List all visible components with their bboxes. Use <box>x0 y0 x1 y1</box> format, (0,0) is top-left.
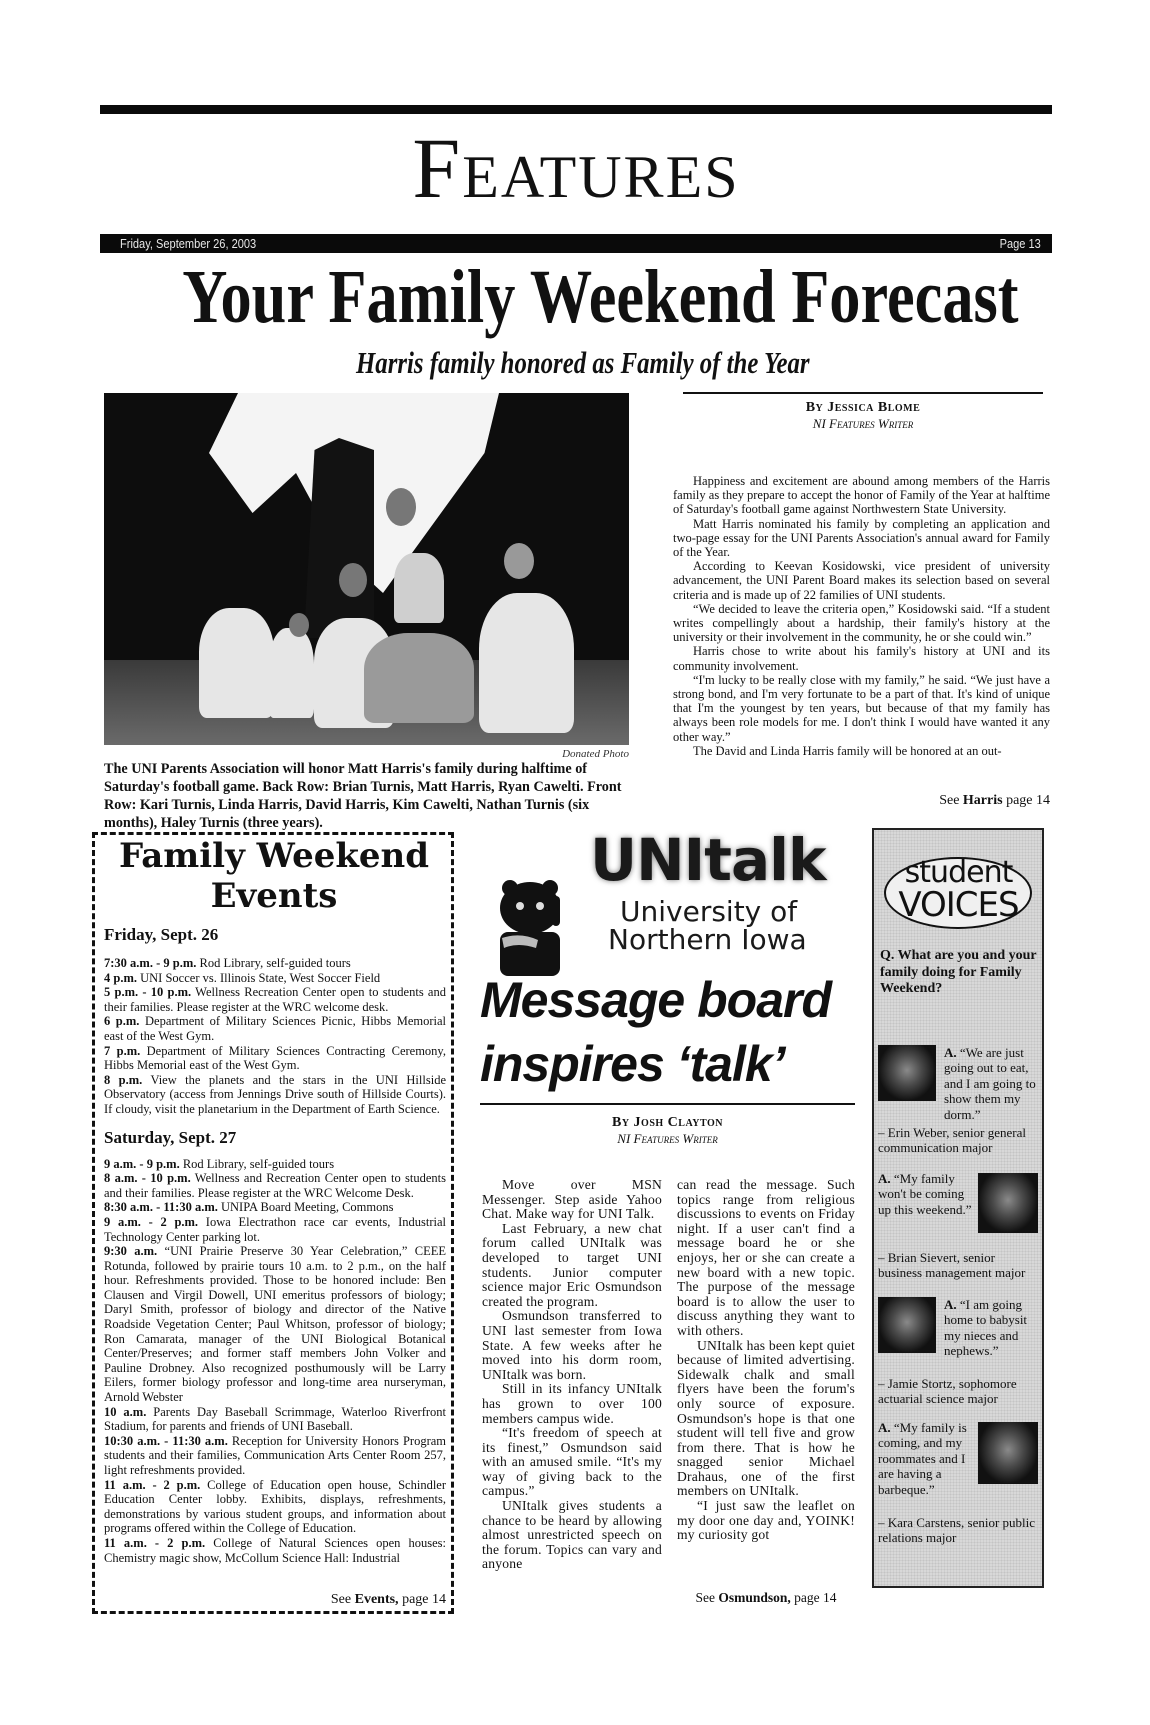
author-title: NI Features Writer <box>617 1131 718 1146</box>
article-paragraph: Matt Harris nominated his family by completing an application and two-page essay for the UNI Parents Association's annual award for Family of the Year. <box>673 516 1050 560</box>
event-time: 8 p.m. <box>104 1072 143 1087</box>
event-time: 4 p.m. <box>104 970 137 985</box>
event-item <box>104 1478 446 1536</box>
logo-word: VOICES <box>898 885 1019 925</box>
jump-prefix: See <box>330 1592 355 1607</box>
answer-quote <box>878 1171 974 1217</box>
quote-text: “My family won't be coming up this weekend.” <box>878 1171 972 1217</box>
issue-date: Friday, September 26, 2003 <box>120 236 257 251</box>
event-text: View the planets and the stars in the UNI Hillside Observatory (access from Jennings Drive south of Hillside Courts). If cloudy, visit the planetarium in the Department of Earth Science. <box>104 1072 446 1116</box>
panther-mascot-icon <box>490 876 570 976</box>
photo-campanile <box>304 438 374 638</box>
event-time: 9 a.m. - 9 p.m. <box>104 1156 180 1171</box>
main-headline: Your Family Weekend Forecast <box>182 255 1019 339</box>
article-paragraph: Last February, a new chat forum called UNItalk was developed to target UNI students. Junior computer science major Eric Osmundson created the program. <box>482 1220 662 1309</box>
events-list <box>104 924 446 1565</box>
article-paragraph: “I'm lucky to be really close with my family,” he said. “We just have a strong bond, and I'm very fortunate to be a part of that. It's kind of unique that I'm the youngest by ten years, but because of that my family has always been role models for me. I don't think I would have wanted it any other way.” <box>673 672 1050 744</box>
day-heading: Saturday, Sept. 27 <box>104 1127 237 1147</box>
author-name: By Jessica Blome <box>805 400 921 415</box>
event-time: 10 a.m. <box>104 1404 147 1419</box>
page-number: Page 13 <box>999 236 1041 251</box>
event-text: College of Natural Sciences open houses: Chemistry magic show, McCollum Science Hall: Industrial <box>104 1535 446 1565</box>
byline <box>683 400 1043 431</box>
jump-suffix: page 14 <box>398 1592 446 1607</box>
article-paragraph: “It's freedom of speech at its finest,” Osmundson said with an amused smile. “It's my way of giving back to the campus.” <box>482 1425 662 1499</box>
photo-head <box>504 543 534 579</box>
event-text: Reception for University Honors Program students and their families, Communication Arts Center Room 257, light refreshments provided. <box>104 1433 446 1477</box>
student-headshot <box>978 1422 1038 1484</box>
answer-quote <box>944 1297 1040 1359</box>
main-subhead: Harris family honored as Family of the Year <box>356 345 810 380</box>
masthead-top-rule <box>100 105 1052 114</box>
event-text: College of Education open house, Schindler Education Center lobby. Exhibits, displays, refreshments, demonstrations by various student groups, and information about programs offered within the College of Education. <box>104 1477 447 1536</box>
event-item <box>104 1434 446 1478</box>
event-item <box>104 1171 446 1200</box>
event-text: UNIPA Board Meeting, Commons <box>221 1200 394 1215</box>
voice-answer <box>878 1297 1040 1377</box>
answer-quote <box>878 1420 974 1497</box>
jump-suffix: page 14 <box>790 1590 837 1605</box>
byline-rule <box>683 392 1043 394</box>
event-item <box>104 971 446 986</box>
answer-label: A. <box>944 1045 957 1060</box>
student-headshot <box>878 1045 936 1101</box>
answer-label: A. <box>878 1420 891 1435</box>
headline-line: inspires ‘talk’ <box>480 1036 785 1092</box>
answer-attribution: – Brian Sievert, senior business management major <box>878 1250 1026 1281</box>
event-text: Rod Library, self-guided tours <box>199 956 351 970</box>
event-time: 9 a.m. - 2 p.m. <box>104 1214 199 1229</box>
event-text: Wellness Recreation Center open to students and their families. Please register at the WRC welcome desk. <box>104 985 446 1014</box>
family-photo <box>104 393 629 745</box>
photo-head <box>386 488 416 526</box>
author-name: By Josh Clayton <box>612 1115 723 1130</box>
voices-question: Q. What are you and your family doing for Family Weekend? <box>880 948 1037 996</box>
jump-keyword: Osmundson, <box>718 1590 791 1605</box>
event-time: 9:30 a.m. <box>104 1244 158 1259</box>
event-item <box>104 1073 446 1117</box>
jump-suffix: page 14 <box>1002 793 1050 808</box>
event-text: Wellness and Recreation Center open to students and their families. Please register at the WRC Welcome Desk. <box>104 1171 446 1200</box>
event-item <box>104 956 446 971</box>
article-paragraph: Happiness and excitement are abound among members of the Harris family as they prepare to accept the honor of Family of the Year at halftime of Saturday's football game against Northwestern State University. <box>673 474 1050 517</box>
unitalk-column-1 <box>482 1178 662 1572</box>
photo-person <box>269 628 314 718</box>
article-paragraph-continued: can read the message. Such topics range from religious discussions to events on Friday night. If a user can't find a message board he or she enjoys, her or she can create a new board with a new topic. The purpose of the message board is to allow the user to discuss anything they want to with others. <box>677 1177 855 1338</box>
student-headshot <box>878 1297 936 1353</box>
article-paragraph: Still in its infancy UNItalk has grown to over 100 members campus wide. <box>482 1381 662 1426</box>
event-text: Department of Military Sciences Picnic, Hibbs Memorial east of the West Gym. <box>104 1014 447 1043</box>
event-time: 7 p.m. <box>104 1043 141 1058</box>
event-time: 11 a.m. - 2 p.m. <box>104 1477 201 1492</box>
event-time: 6 p.m. <box>104 1014 140 1029</box>
answer-quote <box>944 1045 1040 1122</box>
jump-prefix: See <box>939 793 963 808</box>
unitalk-university-line: University of <box>620 895 798 928</box>
byline-rule <box>480 1103 855 1105</box>
event-item <box>104 1215 446 1244</box>
article-paragraph: “I just saw the leaflet on my door one day and, YOINK! my curiosity got <box>677 1498 855 1543</box>
student-voices-logo <box>880 855 1035 930</box>
section-title: Features <box>412 120 740 216</box>
jump-keyword: Events, <box>354 1592 399 1607</box>
event-item <box>104 1157 446 1172</box>
event-time: 11 a.m. - 2 p.m. <box>104 1535 206 1550</box>
unitalk-column-2 <box>677 1178 855 1543</box>
event-item <box>104 985 446 1014</box>
photo-person <box>479 593 574 733</box>
harris-jump-link[interactable] <box>870 793 1050 809</box>
event-item <box>104 1200 446 1215</box>
event-item <box>104 1405 446 1434</box>
photo-person <box>394 553 444 623</box>
article-paragraph: “We decided to leave the criteria open,” Kosidowski said. “If a student writes compellingly about a hardship, their family's history at the university or their involvement in the community, he or she could win.” <box>673 601 1050 645</box>
student-headshot <box>978 1173 1038 1233</box>
event-text: Iowa Electrathon race car events, Industrial Technology Center parking lot. <box>104 1214 446 1244</box>
event-time: 5 p.m. - 10 p.m. <box>104 985 192 1000</box>
photo-person <box>364 633 474 723</box>
events-jump-link[interactable] <box>290 1592 446 1608</box>
event-text: Department of Military Sciences Contracting Ceremony, Hibbs Memorial east of the West Gym. <box>104 1043 446 1073</box>
dateline-bar <box>100 234 1052 253</box>
event-text: “UNI Prairie Preserve 30 Year Celebration,” CEEE Rotunda, followed by prairie tours 10 a.m. to 2 p.m., on the half hour. Refreshments provided. Those to be honored include: Ben Clausen and Virgil Dowell, UNI emeritus professors of biology; Daryl Smith, professor of biology and director of the Native Roadside Vegetation Center; Paul Whitson, professor of biology; Ron Camarata, manager of the UNI Biological Botanical Center/Preserves; and former staff members John Volker and Pauline Drobney. Also recognized posthumously will be Larry Eilers, former biology professor and long-time area nurseryman, Arnold Webster <box>104 1244 446 1405</box>
jump-prefix: See <box>695 1590 719 1605</box>
day-heading: Friday, Sept. 26 <box>104 925 219 944</box>
article-paragraph: Harris chose to write about his family's history at UNI and its community involvement. <box>673 644 1050 673</box>
event-time: 10:30 a.m. - 11:30 a.m. <box>104 1433 228 1448</box>
event-item <box>104 1044 446 1073</box>
jump-keyword: Harris <box>962 793 1003 808</box>
quote-text: “My family is coming, and my roommates and I are having a barbeque.” <box>878 1420 967 1497</box>
event-text: UNI Soccer vs. Illinois State, West Soccer Field <box>140 970 381 985</box>
unitalk-logo <box>480 826 850 966</box>
quote-text: “I am going home to babysit my nieces and nephews.” <box>944 1297 1028 1359</box>
article-paragraph: The David and Linda Harris family will be honored at an out- <box>693 743 1002 758</box>
answer-label: A. <box>878 1171 891 1186</box>
photo-head <box>289 613 309 637</box>
article-paragraph: According to Keevan Kosidowski, vice president of university advancement, the UNI Parent Board makes its selection based on several criteria and is made up of 22 families of UNI students. <box>673 559 1050 602</box>
article-paragraph: Osmundson transferred to UNI last semester from Iowa State. A few weeks after he moved into his dorm room, UNItalk was born. <box>482 1308 662 1382</box>
event-text: Rod Library, self-guided tours <box>182 1156 335 1171</box>
event-item <box>104 1014 446 1043</box>
event-time: 8:30 a.m. - 11:30 a.m. <box>104 1200 218 1215</box>
photo-credit: Donated Photo <box>562 748 629 760</box>
voice-answer <box>878 1045 1040 1125</box>
answer-label: A. <box>944 1297 957 1312</box>
unitalk-university-line: Northern Iowa <box>608 923 807 956</box>
event-item <box>104 1536 446 1565</box>
unitalk-headline <box>480 968 860 1096</box>
article-paragraph: Move over MSN Messenger. Step aside Yahoo Chat. Make way for UNI Talk. <box>482 1177 662 1222</box>
author-title: NI Features Writer <box>812 416 914 431</box>
event-time: 8 a.m. - 10 p.m. <box>104 1171 191 1186</box>
photo-caption: The UNI Parents Association will honor Matt Harris's family during halftime of Saturday's football game. Back Row: Brian Turnis, Matt Harris, Ryan Cawelti. Front Row: Kari Turnis, Linda Harris, David Harris, Kim Cawelti, Nathan Turnis (six months), Haley Turnis (three years). <box>104 761 622 831</box>
event-item <box>104 1244 446 1405</box>
article-paragraph: UNItalk gives students a chance to be heard by allowing almost unrestricted speech on the forum. Topics can vary and anyone <box>482 1498 662 1572</box>
events-title: Family Weekend Events <box>118 836 430 916</box>
answer-attribution: – Kara Carstens, senior public relations major <box>878 1515 1036 1546</box>
byline <box>480 1115 855 1146</box>
quote-text: “We are just going out to eat, and I am going to show them my dorm.” <box>944 1045 1036 1122</box>
event-time: 7:30 a.m. - 9 p.m. <box>104 956 197 970</box>
harris-article-body <box>673 474 1050 758</box>
voice-answer <box>878 1420 1040 1515</box>
voice-answer <box>878 1171 1040 1251</box>
osmundson-jump-link[interactable] <box>677 1590 855 1606</box>
headline-line: Message board <box>480 972 832 1028</box>
unitalk-wordmark: UNItalk <box>590 826 826 894</box>
photo-head <box>339 563 367 597</box>
photo-person <box>199 608 274 718</box>
logo-word: student <box>904 855 1013 890</box>
answer-attribution: – Erin Weber, senior general communication major <box>878 1125 1026 1156</box>
event-text: Parents Day Baseball Scrimmage, Waterloo Riverfront Stadium, for parents and friends of UNI Baseball. <box>104 1404 446 1434</box>
article-paragraph: UNItalk has been kept quiet because of limited advertising. Sidewalk chalk and small flyers have been the forum's only source of exposure. Osmundson's hope is that one student will tell five and grow from there. That is how he snagged senior Michael Drahaus, one of the first members on UNItalk. <box>677 1337 855 1499</box>
answer-attribution: – Jamie Stortz, sophomore actuarial science major <box>878 1376 1017 1407</box>
